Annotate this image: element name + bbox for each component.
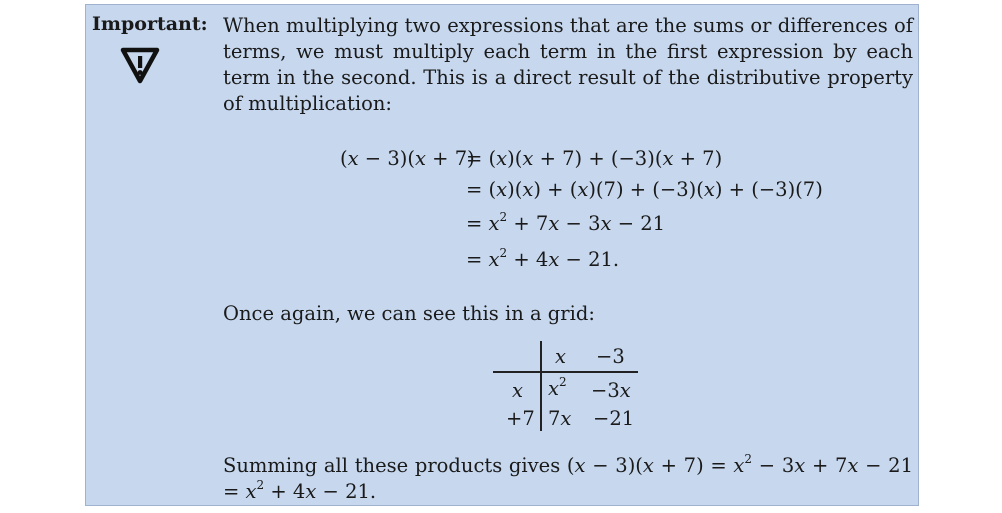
grid-row-header-1: x bbox=[512, 379, 523, 402]
grid-col-header-2: −3 bbox=[596, 345, 625, 368]
grid-cell-2-2: −21 bbox=[593, 407, 635, 430]
grid-cell-2-1: 7x bbox=[548, 407, 572, 430]
grid-cell-1-1: $x^2$ bbox=[548, 375, 567, 400]
warning-icon bbox=[120, 45, 160, 85]
equation-line-3: = $x^2 + 7x - 3x - 21$ bbox=[466, 210, 666, 235]
grid-cell-1-2: −3x bbox=[591, 379, 631, 402]
grid-row-header-2: +7 bbox=[506, 407, 535, 430]
equation-line-2: = (x)(x) + (x)(7) + (−3)(x) + (−3)(7) bbox=[466, 178, 823, 201]
grid-vertical-rule bbox=[540, 341, 542, 431]
equation-line-1: = (x)(x + 7) + (−3)(x + 7) bbox=[466, 147, 723, 170]
callout-label: Important: bbox=[92, 13, 208, 35]
equation-line-4: = $x^2 + 4x - 21$. bbox=[466, 246, 620, 271]
grid-intro: Once again, we can see this in a grid: bbox=[223, 302, 595, 325]
important-callout bbox=[85, 4, 919, 506]
summary-paragraph: Summing all these products gives $(x - 3)(x + 7) = x^2 - 3x + 7x - 21 = x^2 + 4x - 21$. bbox=[223, 452, 913, 503]
grid-col-header-1: x bbox=[555, 345, 566, 368]
equation-lhs: (x − 3)(x + 7) bbox=[340, 147, 475, 170]
intro-paragraph: When multiplying two expressions that are the sums or differences of terms, we must multiply each term in the first expression by each term in the second. This is a direct result of the distributive property of multiplication: bbox=[223, 14, 913, 115]
grid-horizontal-rule bbox=[493, 371, 638, 373]
